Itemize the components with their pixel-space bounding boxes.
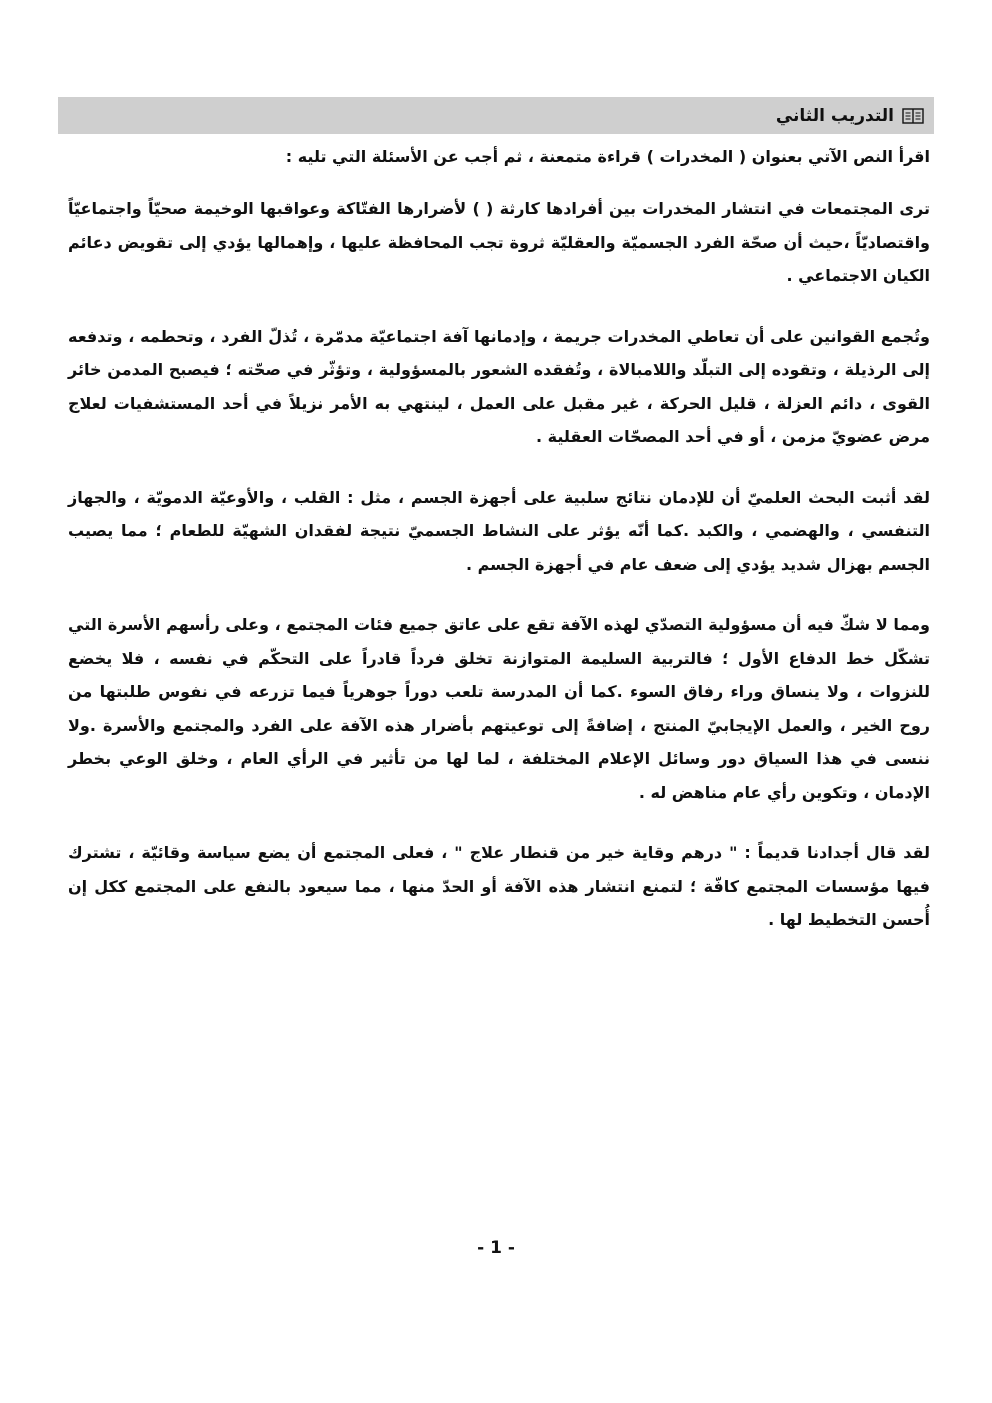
paragraph-1: ترى المجتمعات في انتشار المخدرات بين أفرادها كارثة ( ) لأضرارها الفتّاكة وعواقبها الوخيمة صحيّاً واجتماعيّاً واقتصاديّاً ،حيث أن صحّة الفرد الجسميّة والعقليّة ثروة تجب المحافظة عليها ، وإهمالها يؤدي إلى تقويض دعائم الكيان الاجتماعي . <box>68 199 930 285</box>
section-header <box>58 97 934 134</box>
paragraph-5: لقد قال أجدادنا قديماً : " درهم وقاية خير من قنطار علاج " ، فعلى المجتمع أن يضع سياسة وقائيّة ، تشترك فيها مؤسسات المجتمع كافّة ؛ لتمنع انتشار هذه الآفة أو الحدّ منها ، مما سيعود بالنفع على المجتمع ككل إن أُحسن التخطيط لها . <box>68 843 930 929</box>
section-title: التدريب الثاني <box>775 105 894 126</box>
book-icon <box>902 108 924 124</box>
paragraph-2: وتُجمع القوانين على أن تعاطي المخدرات جريمة ، وإدمانها آفة اجتماعيّة مدمّرة ، تُذلّ الفرد ، وتحطمه ، وتدفعه إلى الرذيلة ، وتقوده إلى التبلّد واللامبالاة ، وتُفقده الشعور بالمسؤولية ، وتؤثّر في صحّته ؛ فيصبح المدمن خائر القوى ، دائم العزلة ، قليل الحركة ، غير مقبل على العمل ، لينتهي به الأمر نزيلاً في أحد المستشفيات لعلاج مرض عضويّ مزمن ، أو في أحد المصحّات العقلية . <box>68 326 930 446</box>
reading-passage <box>68 192 930 964</box>
paragraph-4: ومما لا شكّ فيه أن مسؤولية التصدّي لهذه الآفة تقع على عاتق جميع فئات المجتمع ، وعلى رأسهم الأسرة التي تشكّل خط الدفاع الأول ؛ فالتربية السليمة المتوازنة تخلق فرداً قادراً على التحكّم في نفسه ، فلا يخضع للنزوات ، ولا ينساق وراء رفاق السوء .كما أن المدرسة تلعب دوراً جوهرياً فيما تزرعه في نفوس طلبتها من روح الخير ، والعمل الإيجابيّ المنتج ، إضافةً إلى توعيتهم بأضرار هذه الآفة على الفرد والمجتمع والأسرة .ولا ننسى في هذا السياق دور وسائل الإعلام المختلفة ، لما لها من تأثير في الرأي العام ، وخلق الوعي بخطر الإدمان ، وتكوين رأي عام مناهض له . <box>68 615 930 802</box>
page-number: - 1 - <box>477 1238 515 1258</box>
instruction-text: اقرأ النص الآتي بعنوان ( المخدرات ) قراءة متمعنة ، ثم أجب عن الأسئلة التي تليه : <box>285 147 930 166</box>
paragraph-3: لقد أثبت البحث العلميّ أن للإدمان نتائج سلبية على أجهزة الجسم ، مثل : القلب ، والأوعيّة الدمويّة ، والجهاز التنفسي ، والهضمي ، والكبد .كما أنّه يؤثر على النشاط الجسميّ نتيجة لفقدان الشهيّة للطعام ؛ مما يصيب الجسم بهزال شديد يؤدي إلى ضعف عام في أجهزة الجسم . <box>68 487 930 574</box>
